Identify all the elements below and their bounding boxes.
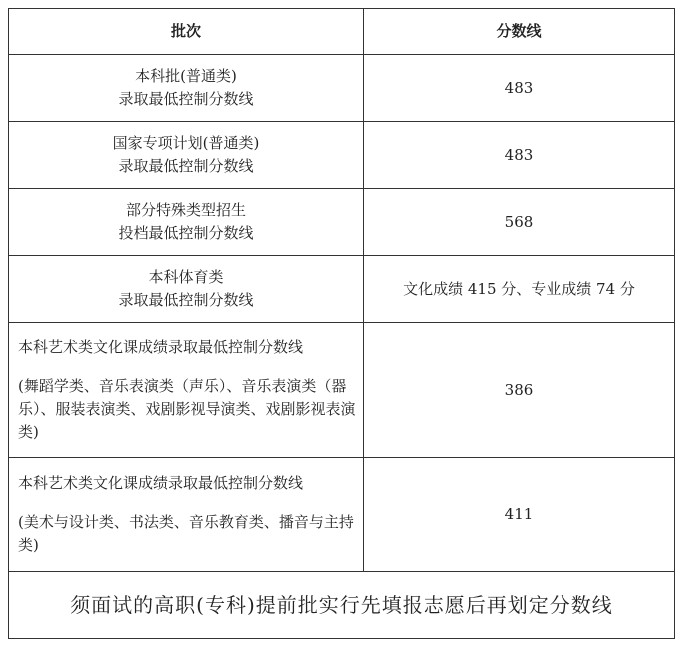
category-spacer [18,359,357,375]
row-score: 文化成绩 415 分、专业成绩 74 分 [364,256,675,323]
table-row [9,122,675,189]
table-header-row [9,9,675,55]
row-category [9,256,364,323]
table-row [9,458,675,572]
category-line: 国家专项计划(普通类) [112,134,260,152]
category-line: 部分特殊类型招生 [125,201,246,219]
category-line: 本科体育类 [148,268,224,286]
category-spacer [18,495,357,511]
row-category [9,323,364,458]
category-line: 本科批(普通类) [135,67,237,85]
header-score-line: 分数线 [364,9,675,55]
table-row [9,323,675,458]
row-category [9,122,364,189]
category-title: 本科艺术类文化课成绩录取最低控制分数线 [18,338,304,356]
category-line: 录取最低控制分数线 [118,157,254,175]
row-category [9,458,364,572]
table-footer-row [9,572,675,639]
header-batch: 批次 [9,9,364,55]
table-row [9,256,675,323]
category-detail: (舞蹈学类、音乐表演类（声乐）、音乐表演类（器乐）、服装表演类、戏剧影视导演类、戏剧影视表演类) [18,377,356,441]
row-category [9,189,364,256]
score-table [8,8,675,639]
table-row [9,55,675,122]
row-category [9,55,364,122]
row-score: 386 [364,323,675,458]
category-detail: (美术与设计类、书法类、音乐教育类、播音与主持类) [18,513,354,554]
row-score: 568 [364,189,675,256]
row-score: 483 [364,122,675,189]
score-table-container [8,8,674,639]
footer-note: 须面试的高职(专科)提前批实行先填报志愿后再划定分数线 [9,572,675,639]
category-title: 本科艺术类文化课成绩录取最低控制分数线 [18,474,304,492]
category-line: 投档最低控制分数线 [118,224,254,242]
table-row [9,189,675,256]
row-score: 411 [364,458,675,572]
category-line: 录取最低控制分数线 [118,90,254,108]
row-score: 483 [364,55,675,122]
category-line: 录取最低控制分数线 [118,291,254,309]
